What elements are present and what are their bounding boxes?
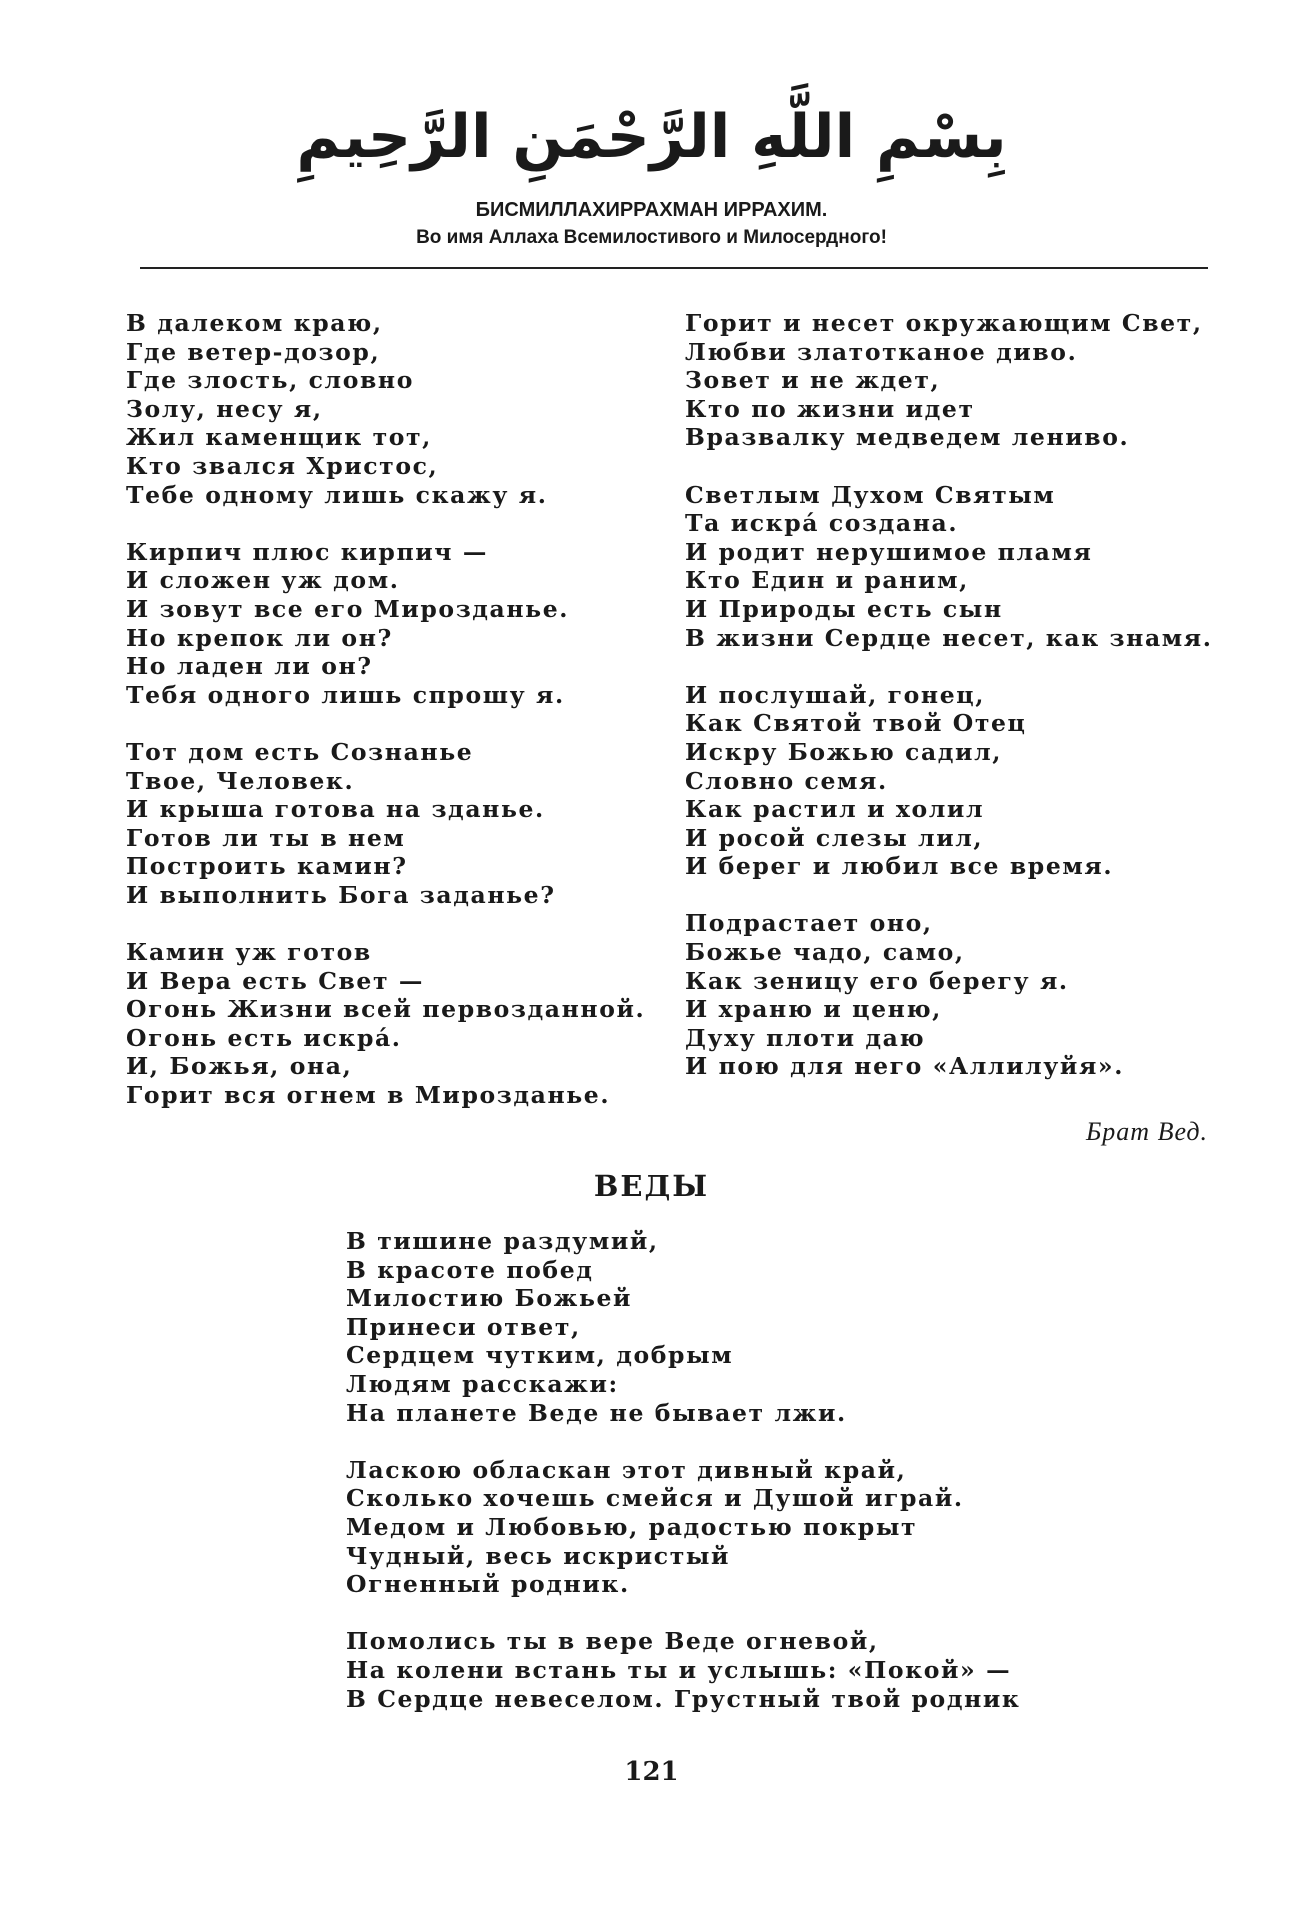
header-subtitle: Во имя Аллаха Всемилостивого и Милосердного! (416, 227, 887, 248)
poem-line: Тебя одного лишь спрошу я. (126, 680, 565, 709)
poem-line: Божье чадо, само, (685, 938, 965, 967)
poem-line: Как Святой твой Отец (685, 709, 1027, 738)
poem-line: Но крепок ли он? (126, 623, 393, 652)
stanza (126, 309, 645, 509)
poem-line: Горит вся огнем в Мирозданье. (126, 1081, 611, 1110)
poem-line: И пою для него «Аллилуйя». (685, 1052, 1124, 1081)
poem-line: Построить камин? (126, 852, 408, 881)
poem1-signature: Брат Вед. (1085, 1117, 1208, 1146)
poem-line: Но ладен ли он? (126, 652, 373, 681)
poem-line: И сложен уж дом. (126, 566, 400, 595)
poem-line: Горит и несет окружающим Свет, (685, 309, 1203, 337)
poem-line: В красоте побед (346, 1255, 594, 1284)
poem-line: Огненный родник. (346, 1570, 630, 1599)
stanza (346, 1456, 1020, 1599)
poem-line: Кто Един и раним, (685, 566, 969, 595)
poem-line: На колени встань ты и услышь: «Покой» — (346, 1655, 1012, 1684)
poem-line: Помолись ты в вере Веде огневой, (346, 1627, 879, 1656)
poem-line: В Сердце невеселом. Грустный твой родник (346, 1684, 1021, 1713)
poem-line: Милостию Божьей (346, 1284, 633, 1313)
poem-line: Искру Божью садил, (685, 737, 1003, 766)
poem2-title: ВЕДЫ (593, 1169, 710, 1203)
poem-line: Где ветер-дозор, (126, 337, 381, 366)
poem-line: Огонь есть искра́. (126, 1023, 402, 1052)
poem-line: Вразвалку медведем лениво. (685, 423, 1130, 452)
poem-line: В тишине раздумий, (346, 1227, 659, 1255)
stanza (685, 681, 1213, 881)
stanza (126, 938, 645, 1110)
poem-line: И родит нерушимое пламя (685, 537, 1093, 566)
poem-line: И послушай, гонец, (685, 680, 986, 709)
poem-line: И храню и ценю, (685, 995, 942, 1024)
poem-line: И, Божья, она, (126, 1052, 353, 1081)
poem-line: Кирпич плюс кирпич — (126, 537, 488, 566)
stanza (346, 1627, 1020, 1713)
header-title: БИСМИЛЛАХИРРАХМАН ИРРАХИМ. (475, 199, 828, 221)
poem-line: Золу, несу я, (126, 394, 323, 423)
poem-line: Тебе одному лишь скажу я. (126, 480, 548, 509)
poem-line: И зовут все его Мирозданье. (126, 594, 570, 623)
poem-line: И крыша готова на зданье. (126, 795, 545, 824)
stanza (685, 309, 1213, 452)
stanza (346, 1227, 1020, 1427)
poem1-right-column (685, 309, 1213, 1081)
poem-line: И выполнить Бога заданье? (126, 880, 556, 909)
poem-line: Чудный, весь искристый (346, 1541, 731, 1570)
poem-line: Зовет и не ждет, (685, 366, 941, 395)
poem-line: Жил каменщик тот, (126, 423, 432, 452)
poem-line: Сердцем чутким, добрым (346, 1341, 734, 1370)
poem-line: Готов ли ты в нем (126, 823, 406, 852)
poem1-left-column (126, 309, 645, 1110)
poem-line: Любви златотканое диво. (685, 337, 1078, 366)
poem-line: Сколько хочешь смейся и Душой играй. (346, 1484, 964, 1513)
poem-line: И Вера есть Свет — (126, 966, 425, 995)
stanza (685, 909, 1213, 1081)
header-divider (140, 267, 1208, 269)
poem-line: Словно семя. (685, 766, 888, 795)
poem-line: И росой слезы лил, (685, 823, 984, 852)
poem-line: Принеси ответ, (346, 1312, 581, 1341)
poem-line: Камин уж готов (126, 938, 372, 967)
poem-line: На планете Веде не бывает лжи. (346, 1398, 847, 1427)
stanza (685, 481, 1213, 653)
poem-line: Где злость, словно (126, 366, 414, 395)
poem-line: Духу плоти даю (685, 1023, 926, 1052)
stanza (126, 738, 645, 910)
poem-line: Светлым Духом Святым (685, 480, 1056, 509)
page-number: 121 (624, 1757, 679, 1787)
poem-line: Тот дом есть Сознанье (126, 737, 474, 766)
poem-line: Ласкою обласкан этот дивный край, (346, 1455, 907, 1484)
poem-line: Подрастает оно, (685, 909, 933, 938)
poem-line: Кто по жизни идет (685, 394, 975, 423)
poem-line: И Природы есть сын (685, 594, 1003, 623)
poem-line: Как зеницу его берегу я. (685, 966, 1069, 995)
basmala-calligraphy: بِسْمِ اللَّهِ الرَّحْمَنِ الرَّحِيمِ (296, 102, 1007, 172)
stanza (126, 538, 645, 710)
poem-line: Огонь Жизни всей первозданной. (126, 995, 646, 1024)
poem-line: Кто звался Христос, (126, 451, 439, 480)
poem2-column (346, 1227, 1020, 1713)
poem-line: Та искра́ создана. (685, 509, 959, 538)
poem-line: Медом и Любовью, радостью покрыт (346, 1512, 918, 1541)
poem-line: Как растил и холил (685, 795, 985, 824)
poem-line: Людям расскажи: (346, 1369, 619, 1398)
poem-line: Твое, Человек. (126, 766, 355, 795)
poem-line: В жизни Сердце несет, как знамя. (685, 623, 1213, 652)
poem-line: В далеком краю, (126, 309, 383, 337)
poem-line: И берег и любил все время. (685, 852, 1114, 881)
